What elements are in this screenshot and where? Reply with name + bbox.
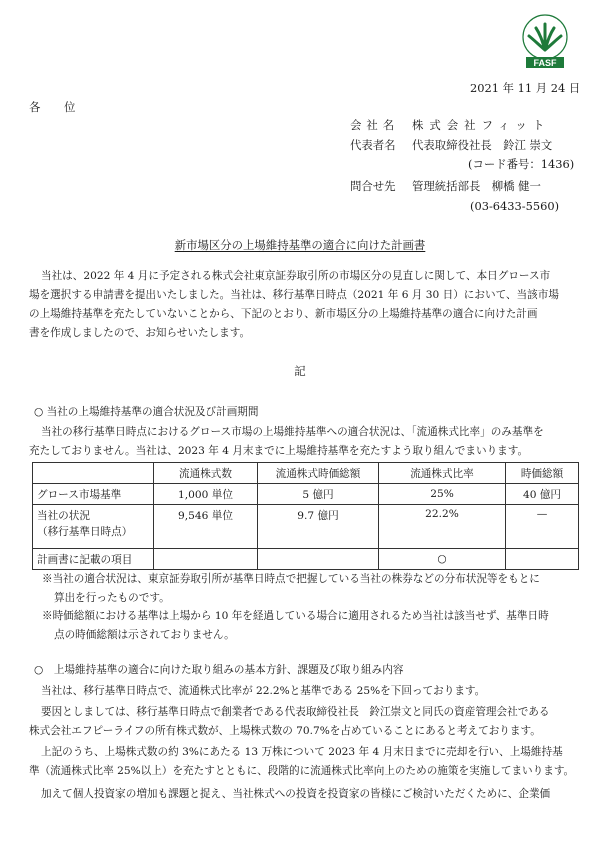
table-row	[33, 484, 579, 505]
row-label: グロース市場基準	[33, 484, 154, 505]
table-cell	[506, 549, 579, 570]
document-title	[0, 237, 600, 253]
section2-line: 加えて個人投資家の増加も課題と捉え、当社株式への投資を投資家の皆様にご検討いただくために、企業価	[41, 788, 551, 800]
intro-line: 書を作成しましたので、お知らせいたします。	[29, 327, 251, 339]
section1-line: 充たしておりません。当社は、2023 年 4 月末までに上場維持基準を充たすよう取り組んでまいります。	[29, 445, 529, 457]
table-cell: —	[506, 505, 579, 549]
table-row	[33, 549, 579, 570]
table-cell: ○	[379, 549, 506, 570]
row-label: 当社の状況	[37, 510, 90, 522]
table-cell: 25%	[379, 484, 506, 505]
table-cell: 22.2%	[379, 505, 506, 549]
table-cell: 9.7 億円	[258, 505, 379, 549]
section2-line: 要因としましては、移行基準日時点で創業者である代表取締役社長 鈴江崇文と同氏の資産管理会社である	[41, 706, 550, 718]
table-cell: 40 億円	[506, 484, 579, 505]
representative-label: 代表者名	[350, 138, 396, 152]
table-header-cell: 流通株式比率	[379, 463, 506, 484]
section1-body	[29, 423, 579, 461]
table-cell	[154, 549, 258, 570]
table-header-cell: 流通株式時価総額	[258, 463, 379, 484]
criteria-table	[32, 462, 579, 570]
company-name: 株式会社フィット	[412, 118, 551, 132]
section2-line: 上記のうち、上場株式数の約 3%にあたる 13 万株について 2023 年 4 月末日までに売却を行い、上場維持基	[41, 746, 563, 758]
note-line: 算出を行ったものです。	[54, 592, 170, 604]
table-row	[33, 505, 579, 549]
section2-line: 準（流通株式比率 25%以上）を充たすとともに、段階的に流通株式比率向上のための施策を実施してまいります。	[29, 765, 575, 777]
section1-heading: ○ 当社の上場維持基準の適合状況及び計画期間	[34, 406, 259, 418]
row-label-cell	[33, 505, 154, 549]
note-line: 点の時価総額は示されておりません。	[54, 629, 235, 641]
table-header-cell: 流通株式数	[154, 463, 258, 484]
table-cell: 1,000 単位	[154, 484, 258, 505]
note-line: ※当社の適合状況は、東京証券取引所が基準日時点で把握している当社の株券などの分布状況等をもとに	[42, 573, 540, 585]
table-cell: 5 億円	[258, 484, 379, 505]
intro-paragraph	[29, 267, 579, 343]
note-line: ※時価総額における基準は上場から 10 年を経過している場合に適用されるため当社は該当せず、基準日時	[42, 610, 549, 622]
row-sublabel: （移行基準日時点）	[37, 526, 133, 538]
document-date: 2021 年 11 月 24 日	[470, 81, 581, 95]
contact-label: 問合せ先	[350, 179, 396, 193]
table-header-cell: 時価総額	[506, 463, 579, 484]
company-name-label: 会社名	[350, 118, 400, 132]
table-header-row	[33, 463, 579, 484]
intro-line: 場を選択する申請書を提出いたしました。当社は、移行基準日時点（2021 年 6 月 30 日）において、当該市場	[29, 289, 559, 301]
note-1	[42, 570, 540, 608]
section2-heading: ○ 上場維持基準の適合に向けた取り組みの基本方針、課題及び取り組み内容	[34, 664, 404, 676]
ki-marker: 記	[294, 364, 306, 378]
representative-name: 代表取締役社長 鈴江 崇文	[412, 138, 553, 152]
table-cell	[258, 549, 379, 570]
section2-line: 株式会社エフピーライフの所有株式数が、上場株式数の 70.7%を占めていることにあると考えております。	[29, 725, 541, 737]
fasf-logo	[516, 10, 574, 70]
section2-line: 当社は、移行基準日時点で、流通株式比率が 22.2%と基準である 25%を下回っております。	[41, 685, 486, 697]
intro-line: 当社は、2022 年 4 月に予定される株式会社東京証券取引所の市場区分の見直しに関して、本日グロース市	[41, 270, 551, 282]
table-header-cell	[33, 463, 154, 484]
contact-person: 管理統括部長 柳橋 健一	[412, 179, 541, 193]
section1-line: 当社の移行基準日時点におけるグロース市場の上場維持基準への適合状況は、「流通株式比率」のみ基準を	[41, 426, 544, 438]
stock-code: (コード番号：1436)	[468, 157, 575, 171]
section2-body	[29, 682, 579, 804]
logo-abbrev: FASF	[533, 58, 557, 68]
row-label: 計画書に記載の項目	[33, 549, 154, 570]
table-cell: 9,546 単位	[154, 505, 258, 549]
contact-phone: (03-6433-5560)	[470, 199, 560, 213]
intro-line: の上場維持基準を充たしていないことから、下記のとおり、新市場区分の上場維持基準の適合に向けた計画	[29, 308, 538, 320]
note-2	[42, 607, 549, 645]
addressee: 各 位	[29, 100, 86, 114]
document-title-text: 新市場区分の上場維持基準の適合に向けた計画書	[174, 238, 426, 252]
